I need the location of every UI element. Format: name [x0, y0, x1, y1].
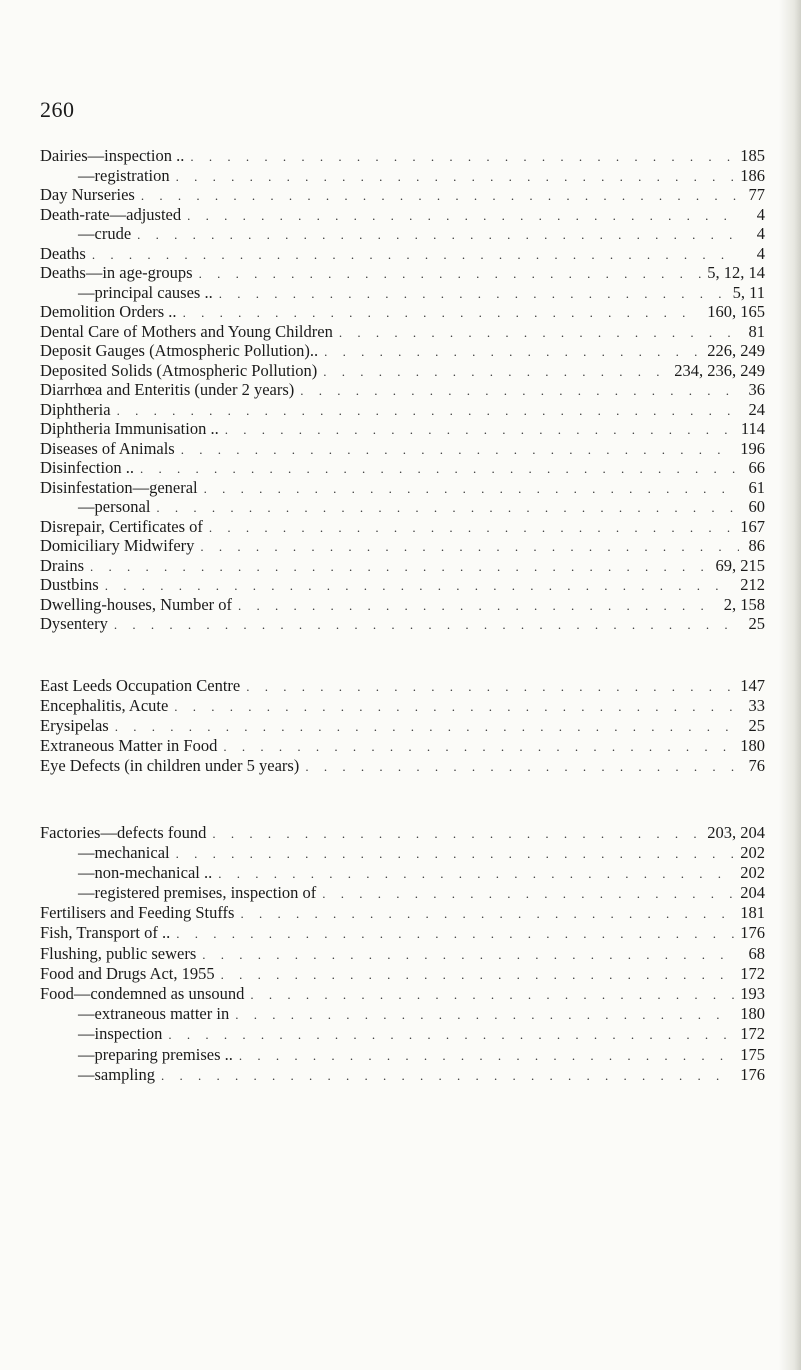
index-term: Day Nurseries	[40, 185, 135, 204]
index-term: Flushing, public sewers	[40, 943, 197, 963]
index-page-refs: 160, 165	[707, 302, 765, 321]
index-page-refs: 5, 12, 14	[707, 263, 765, 282]
index-entry	[40, 283, 765, 303]
dot-leader	[90, 557, 710, 576]
index-page-refs: 61	[748, 477, 765, 497]
index-entry	[40, 185, 765, 205]
index-page-refs: 212	[740, 575, 765, 594]
dot-leader	[246, 677, 734, 696]
index-entry	[40, 823, 765, 843]
dot-leader	[212, 824, 701, 843]
index-entry	[40, 1024, 765, 1044]
index-page-refs: 86	[748, 536, 765, 555]
dot-leader	[200, 537, 739, 556]
index-term: —non-mechanical ..	[78, 862, 213, 882]
index-term: Disrepair, Certificates of	[40, 516, 203, 536]
index-term: Disinfection ..	[40, 458, 134, 477]
index-term: —principal causes ..	[78, 282, 213, 302]
index-term: —inspection	[78, 1024, 163, 1044]
dot-leader	[202, 945, 739, 964]
dot-leader	[115, 717, 739, 736]
index-entry	[40, 843, 765, 863]
dot-leader	[190, 147, 734, 166]
index-term: Dairies—inspection ..	[40, 146, 185, 165]
index-page-refs: 185	[740, 146, 765, 165]
dot-leader	[204, 479, 739, 498]
index-page-refs: 36	[748, 380, 765, 399]
index-term: Erysipelas	[40, 715, 109, 735]
index-page-refs: 5, 11	[732, 282, 765, 302]
index-page-refs: 202	[740, 862, 765, 882]
index-page-refs: 147	[740, 675, 765, 695]
index-term: Diseases of Animals	[40, 438, 175, 458]
index-entry	[40, 756, 765, 776]
index-page-refs: 172	[740, 963, 765, 983]
index-term: Fertilisers and Feeding Stuffs	[40, 903, 235, 923]
index-page-refs: 25	[748, 715, 765, 735]
dot-leader	[174, 697, 739, 716]
index-page-refs: 172	[740, 1024, 765, 1044]
index-page-refs: 176	[740, 923, 765, 943]
index-entry	[40, 517, 765, 537]
index-entry	[40, 419, 765, 439]
dot-leader	[240, 904, 734, 923]
index-term: —registration	[78, 165, 170, 185]
dot-leader	[225, 420, 735, 439]
index-term: Drains	[40, 555, 84, 575]
index-entry	[40, 1004, 765, 1024]
index-page-refs: 4	[756, 243, 765, 263]
index-entry	[40, 322, 765, 342]
index-entry	[40, 863, 765, 883]
index-term: Dysentery	[40, 614, 108, 633]
index-term: Encephalitis, Acute	[40, 695, 169, 715]
dot-leader	[187, 206, 739, 225]
index-entry	[40, 146, 765, 166]
index-page-refs: 196	[740, 438, 765, 458]
index-term: —extraneous matter in	[78, 1004, 230, 1024]
index-list	[40, 146, 765, 1085]
dot-leader	[176, 844, 735, 863]
dot-leader	[218, 864, 734, 883]
index-term: Extraneous Matter in Food	[40, 735, 218, 755]
index-page-refs: 180	[740, 735, 765, 755]
index-page-refs: 60	[748, 497, 765, 516]
dot-leader	[137, 225, 739, 244]
index-entry	[40, 556, 765, 576]
page-edge-shadow	[779, 0, 801, 1370]
index-term: Dwelling-houses, Number of	[40, 594, 233, 614]
index-page-refs: 226, 249	[707, 341, 765, 360]
index-section-f	[40, 823, 765, 1085]
dot-leader	[117, 401, 739, 420]
index-entry	[40, 536, 765, 556]
index-term: Deaths	[40, 243, 86, 263]
index-entry	[40, 458, 765, 478]
dot-leader	[176, 924, 734, 943]
index-entry	[40, 716, 765, 736]
index-term: Demolition Orders ..	[40, 302, 177, 321]
dot-leader	[322, 884, 734, 903]
index-page-refs: 77	[748, 185, 765, 204]
dot-leader	[238, 596, 718, 615]
index-entry	[40, 205, 765, 225]
index-page-refs: 69, 215	[715, 555, 765, 575]
index-term: —preparing premises ..	[78, 1044, 233, 1064]
index-entry	[40, 696, 765, 716]
index-page-refs: 234, 236, 249	[674, 360, 765, 380]
dot-leader	[235, 1005, 734, 1024]
index-page-refs: 24	[748, 399, 765, 419]
index-entry	[40, 595, 765, 615]
index-page-refs: 186	[740, 165, 765, 185]
dot-leader	[114, 615, 739, 634]
index-page-refs: 33	[748, 695, 765, 715]
page-number: 260	[40, 97, 75, 122]
index-page-refs: 180	[740, 1004, 765, 1024]
index-term: —registered premises, inspection of	[78, 883, 317, 903]
index-term: Deposited Solids (Atmospheric Pollution)	[40, 360, 318, 380]
index-term: Food—condemned as unsound	[40, 984, 245, 1003]
index-page-refs: 66	[748, 458, 765, 477]
index-entry	[40, 575, 765, 595]
index-page-refs: 76	[748, 755, 765, 775]
dot-leader	[323, 362, 668, 381]
index-term: —personal	[78, 497, 151, 516]
index-term: Fish, Transport of ..	[40, 923, 171, 943]
index-page-refs: 203, 204	[707, 822, 765, 842]
index-page-refs: 193	[740, 984, 765, 1003]
index-term: Deaths—in age-groups	[40, 263, 193, 282]
index-entry	[40, 478, 765, 498]
index-entry	[40, 736, 765, 756]
dot-leader	[219, 284, 727, 303]
index-term: Domiciliary Midwifery	[40, 536, 195, 555]
index-term: Dustbins	[40, 575, 99, 594]
index-term: —mechanical	[78, 842, 170, 862]
dot-leader	[140, 459, 739, 478]
index-entry	[40, 1065, 765, 1085]
index-section-d	[40, 146, 765, 634]
index-entry	[40, 676, 765, 696]
index-page-refs: 4	[756, 224, 765, 243]
index-page-refs: 202	[740, 842, 765, 862]
index-entry	[40, 400, 765, 420]
dot-leader	[161, 1066, 734, 1085]
index-term: Disinfestation—general	[40, 477, 198, 497]
dot-leader	[324, 342, 701, 361]
dot-leader	[305, 757, 739, 776]
dot-leader	[221, 965, 735, 984]
dot-leader	[250, 985, 734, 1004]
dot-leader	[339, 323, 739, 342]
index-entry	[40, 361, 765, 381]
index-entry	[40, 1045, 765, 1065]
index-entry	[40, 341, 765, 361]
dot-leader	[168, 1025, 734, 1044]
index-term: East Leeds Occupation Centre	[40, 675, 241, 695]
index-page-refs: 175	[740, 1044, 765, 1064]
index-page-refs: 204	[740, 883, 765, 903]
index-term: Diphtheria Immunisation ..	[40, 419, 219, 438]
index-page-refs: 68	[748, 943, 765, 963]
index-page-refs: 176	[740, 1064, 765, 1084]
index-page-refs: 114	[740, 419, 765, 438]
index-entry	[40, 302, 765, 322]
index-entry	[40, 380, 765, 400]
index-entry	[40, 244, 765, 264]
dot-leader	[181, 440, 735, 459]
index-entry	[40, 964, 765, 984]
index-term: Food and Drugs Act, 1955	[40, 963, 215, 983]
index-section-e	[40, 676, 765, 776]
dot-leader	[141, 186, 739, 205]
index-page-refs: 25	[748, 614, 765, 633]
dot-leader	[223, 737, 734, 756]
index-term: Dental Care of Mothers and Young Children	[40, 321, 333, 341]
index-term: —crude	[78, 224, 132, 243]
index-page-refs: 181	[740, 903, 765, 923]
dot-leader	[105, 576, 735, 595]
index-entry	[40, 883, 765, 903]
index-page-refs: 167	[740, 516, 765, 536]
index-entry	[40, 263, 765, 283]
dot-leader	[92, 245, 739, 264]
index-page-refs: 4	[756, 204, 765, 224]
index-entry	[40, 923, 765, 943]
index-entry	[40, 224, 765, 244]
index-entry	[40, 166, 765, 186]
index-term: —sampling	[78, 1064, 155, 1084]
index-page-refs: 2, 158	[723, 594, 765, 614]
index-entry	[40, 439, 765, 459]
index-term: Factories—defects found	[40, 822, 207, 842]
dot-leader	[209, 518, 734, 537]
index-term: Death-rate—adjusted	[40, 204, 182, 224]
dot-leader	[156, 498, 739, 517]
index-page-refs: 81	[748, 321, 765, 341]
index-entry	[40, 944, 765, 964]
index-entry	[40, 984, 765, 1004]
index-entry	[40, 497, 765, 517]
index-entry	[40, 614, 765, 634]
dot-leader	[176, 167, 735, 186]
index-term: Deposit Gauges (Atmospheric Pollution)..	[40, 341, 319, 360]
index-term: Diarrhœa and Enteritis (under 2 years)	[40, 380, 295, 399]
dot-leader	[199, 264, 702, 283]
dot-leader	[300, 381, 739, 400]
index-term: Diphtheria	[40, 399, 111, 419]
index-term: Eye Defects (in children under 5 years)	[40, 755, 300, 775]
index-entry	[40, 903, 765, 923]
dot-leader	[183, 303, 702, 322]
dot-leader	[239, 1046, 734, 1065]
